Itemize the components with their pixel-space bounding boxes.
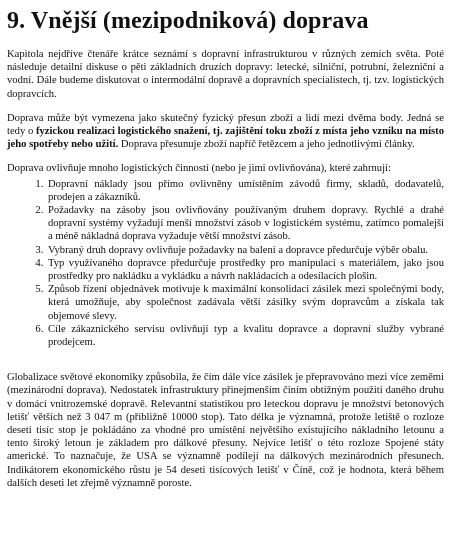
definition-text-start: Doprava může být vymezena jako skutečný fyzický přesun zboží a lidí mezi dvěma body. Jedná se tedy o bbox=[7, 112, 444, 138]
list-item: 1. Dopravní náklady jsou přímo ovlivněny umístěním závodů firmy, skladů, dodavatelů, prodejen a zákazníků. bbox=[46, 178, 444, 204]
globalization-paragraph: Globalizace světové ekonomiky způsobila, že čím dále více zásilek je přepravováno mezi více zeměmi (mezinárodní doprava). Nedostatek infrastruktury přinejmenším činím obtížným použití daného druhu v domácí vnitrozemské dopravě. Relevantní statistikou pro leteckou dopravu je množství betonových letišť větších než 3 047 m (přibližně 10000 stop). Tato délka je významná, protože letiště o rozloze deseti tisíc stop je pokládáno za vhodné pro umístění největšího existujícího nákladního letounu a tento široký letoun je základem pro dálkové přesuny. Nejvíce letišť o této rozloze Spojené státy americké. To naznačuje, že USA se významně podílejí na dálkových mezinárodních přesunech. Indikátorem ekonomického růstu je 54 deseti tisícových letišť v Číně, což je hodnota, která během dalších deseti let zřejmě významně poroste. bbox=[7, 372, 444, 489]
list-item: 5. Způsob řízení objednávek motivuje k maximální konsolidaci zásilek mezi společnými body, která umožňuje, aby společnost zadávala větší zásilky svým dopravcům a získala tak objemové slevy. bbox=[46, 283, 444, 323]
definition-text-end: Doprava přesunuje zboží napříč řetězcem a jeho jednotlivými články. bbox=[118, 139, 415, 151]
list-item: 4. Typ využívaného dopravce předurčuje prostředky pro manipulaci s materiálem, jako jsou prostředky pro nakládku a vykládku a návrh nakládacích a odesílacích plošin. bbox=[46, 257, 444, 283]
list-item: 6. Cíle zákaznického servisu ovlivňují typ a kvalitu dopravce a dopravní služby vybrané prodejcem. bbox=[46, 323, 444, 349]
chapter-title: 9. Vnější (mezipodniková) doprava bbox=[7, 8, 369, 34]
list-item: 2. Požadavky na zásoby jsou ovlivňovány používaným druhem dopravy. Rychlé a drahé dopravní systémy vyžadují menší množství zásob v logistickém systému, zatímco pomalejší a méně nákladná doprava vyžaduje větší množství zásob. bbox=[46, 204, 444, 244]
intro-paragraph: Kapitola nejdříve čtenáře krátce seznámí s dopravní infrastrukturou v různých zemích světa. Poté následuje detailní diskuse o pěti základních druzích dopravy: letecké, silniční, potrubní, železniční a vodní. Dále budeme diskutovat o intermodální dopravě a dopravních specialistech, tj. tzv. logistických dopravcích. bbox=[7, 49, 444, 100]
spacer bbox=[7, 361, 444, 371]
definition-bold-text: fyzickou realizaci logistického snažení, tj. zajištění toku zboží z místa jeho vzniku na místo jeho spotřeby nebo užití. bbox=[7, 126, 444, 151]
list-item: 3. Vybraný druh dopravy ovlivňuje požadavky na balení a dopravce předurčuje výběr obalu. bbox=[46, 244, 444, 257]
logistics-activities-list bbox=[7, 178, 444, 350]
list-intro-paragraph: Doprava ovlivňuje mnoho logistických činností (nebo je jimi ovlivňována), které zahrnují: bbox=[7, 163, 391, 175]
definition-paragraph bbox=[7, 112, 444, 152]
